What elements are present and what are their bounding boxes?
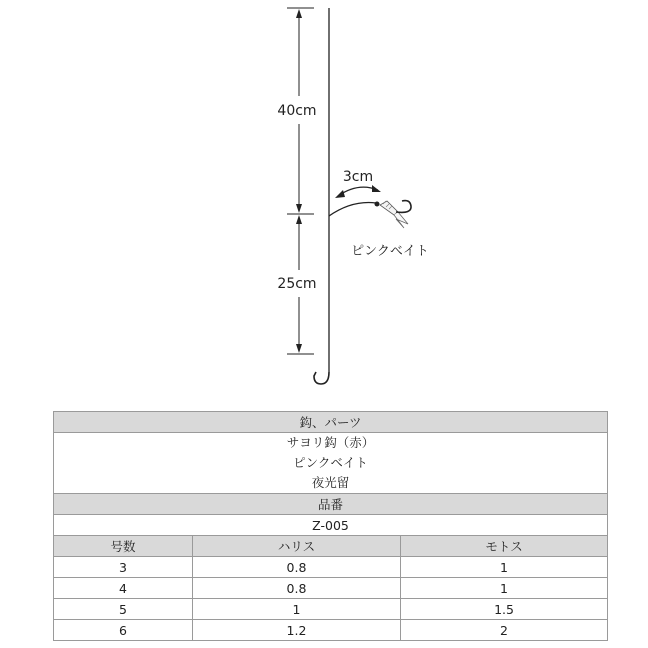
- table-cell: 0.8: [193, 557, 401, 578]
- upper-length-label: 40cm: [277, 103, 317, 119]
- dim-lower-arrow-bottom: [296, 344, 302, 353]
- spec-table: [53, 411, 608, 641]
- parts-list: [54, 433, 608, 494]
- product-header: 品番: [54, 494, 608, 515]
- part-item: ピンクベイト: [293, 455, 368, 470]
- table-row: [54, 620, 608, 641]
- table-cell: 1: [401, 557, 608, 578]
- table-cell: 1.2: [193, 620, 401, 641]
- branch-hook-icon: [396, 201, 411, 213]
- column-header: ハリス: [193, 536, 401, 557]
- table-cell: 2: [401, 620, 608, 641]
- column-header: 号数: [54, 536, 193, 557]
- table-row: [54, 599, 608, 620]
- branch-line: [329, 203, 376, 216]
- table-cell: 5: [54, 599, 193, 620]
- table-row: [54, 557, 608, 578]
- table-cell: 1: [193, 599, 401, 620]
- product-row: [54, 515, 608, 536]
- branch-length-label: 3cm: [342, 169, 374, 185]
- branch-dim-arrow-right: [372, 185, 381, 192]
- lower-length-label: 25cm: [277, 276, 317, 292]
- bait-label: ピンクベイト: [351, 244, 429, 259]
- part-item: サヨリ鈎（赤）: [286, 435, 375, 450]
- table-cell: 6: [54, 620, 193, 641]
- table-cell: 0.8: [193, 578, 401, 599]
- bottom-hook-icon: [314, 372, 329, 384]
- branch-dim-arrow-left: [335, 190, 345, 198]
- table-cell: 3: [54, 557, 193, 578]
- parts-header-row: [54, 412, 608, 433]
- table-cell: 4: [54, 578, 193, 599]
- parts-row: [54, 433, 608, 494]
- dim-upper-arrow-top: [296, 9, 302, 18]
- table-cell: 1: [401, 578, 608, 599]
- product-code: Z-005: [54, 515, 608, 536]
- column-header-row: [54, 536, 608, 557]
- dim-lower-arrow-top: [296, 215, 302, 224]
- dim-upper-arrow-bottom: [296, 204, 302, 213]
- pink-bait-icon: [380, 201, 408, 228]
- column-header: モトス: [401, 536, 608, 557]
- table-row: [54, 578, 608, 599]
- table-cell: 1.5: [401, 599, 608, 620]
- part-item: 夜光留: [311, 475, 350, 490]
- parts-header: 鈎、パーツ: [54, 412, 608, 433]
- branch-knot: [375, 202, 380, 207]
- product-header-row: [54, 494, 608, 515]
